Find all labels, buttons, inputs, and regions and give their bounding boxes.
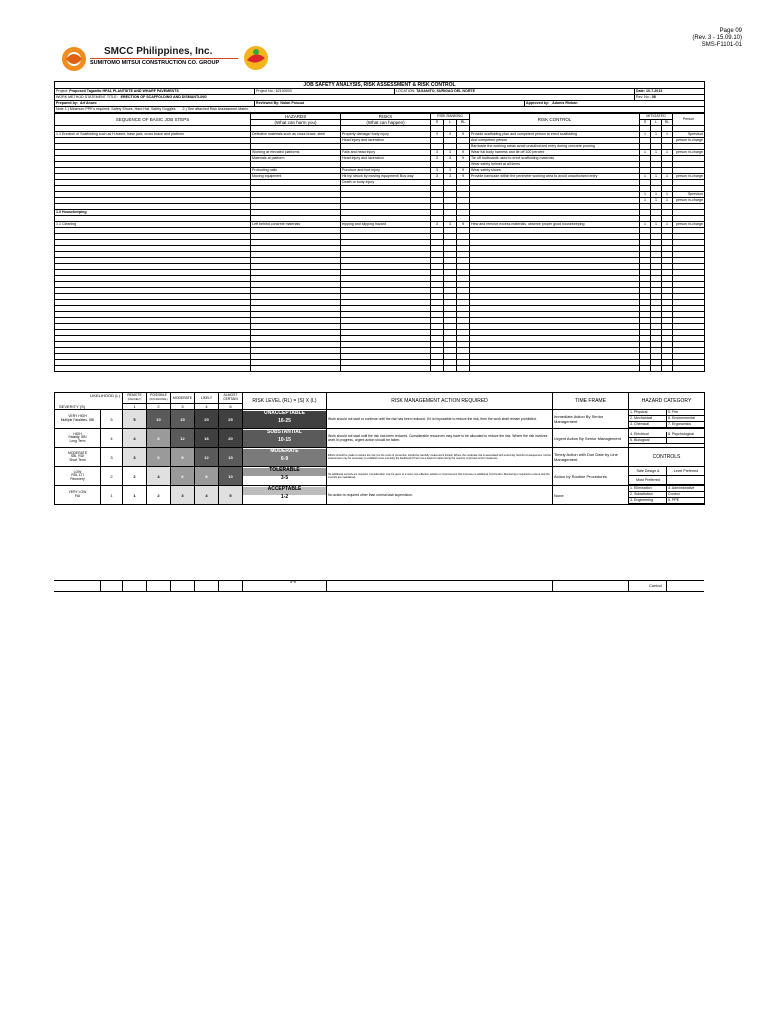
approved-label: Approved by: xyxy=(526,101,550,105)
hazard-category-cell xyxy=(629,448,705,467)
location-value: TAGANITO, SURIGAO DEL NORTE xyxy=(416,89,476,93)
cell-hazard: Protruding nails xyxy=(251,168,341,174)
action-text: No additional controls are required. Consideration may be given to a more cost-effective solution or improvement that imposes no additional cost burden. Monitoring is required to ensure that the controls are maintained. xyxy=(327,467,553,486)
controls-item: Most Preferred xyxy=(629,476,667,484)
severity-label-cell xyxy=(55,467,101,486)
cell-control: Barricade the working areas avoid unauthorized entry during concrete pouring xyxy=(470,144,640,150)
smcc-logo-icon xyxy=(60,45,88,73)
prepared-value: Arf Anuro xyxy=(79,101,97,105)
cell-person: person in-charge xyxy=(673,150,705,156)
risk-band-range: 16-25 xyxy=(243,419,326,428)
cell-l: 3 xyxy=(444,168,457,174)
time-frame: Urgent Action By Senior Management xyxy=(553,429,629,448)
cell-ms: 1 xyxy=(640,132,651,138)
matrix-row xyxy=(55,467,705,486)
jsa-form xyxy=(54,81,704,372)
cell-risk: tripping and slipping hazard xyxy=(341,222,431,228)
matrix-cell: 2 xyxy=(147,486,171,505)
col-steps-header: SEQUENCE OF BASIC JOB STEPS xyxy=(55,114,251,126)
risk-matrix xyxy=(54,392,704,505)
risk-band-label: ACCEPTABLE xyxy=(243,487,326,495)
cell-ml: 1 xyxy=(651,174,662,180)
severity-label-cell xyxy=(55,486,101,505)
cell-hazard: Left behind concrete materials xyxy=(251,222,341,228)
controls-item: Level Preferred xyxy=(673,469,699,473)
col-person-header: Person xyxy=(673,114,705,126)
matrix-cell: 4 xyxy=(195,486,219,505)
severity-number: 3 xyxy=(101,448,123,467)
cell-mrl: 1 xyxy=(662,150,673,156)
wms-label: WORK METHOD STATEMENT TITLE: xyxy=(56,95,118,99)
page-info xyxy=(680,28,742,49)
col-mrl: RL xyxy=(662,120,673,126)
col-hazards-sub: (What can harm you) xyxy=(251,120,341,126)
project-value: Proposed Taganito HPAL PLANTSITE AND WHARF PAVEMENTS xyxy=(69,89,179,93)
jsa-table xyxy=(54,113,705,372)
severity-label-cell xyxy=(55,410,101,429)
cell-risk: Puncture and foot injury xyxy=(341,168,431,174)
controls-item: 5. PPE xyxy=(668,498,680,502)
matrix-cell: 12 xyxy=(195,448,219,467)
risk-band-label: UNACCEPTABLE xyxy=(243,411,326,419)
likelihood-n-3: 3 xyxy=(171,404,195,410)
risk-band xyxy=(243,448,327,467)
rev-value: 08 xyxy=(651,95,656,99)
footer-divider xyxy=(326,581,327,591)
cell-hazard: Working at elevated platforms xyxy=(251,150,341,156)
cell-risk: Falls and head injury xyxy=(341,150,431,156)
footer-divider xyxy=(170,581,171,591)
hazard-category-cell xyxy=(629,486,705,505)
cell-s: 3 xyxy=(431,132,444,138)
cell-hazard: Materials at platform xyxy=(251,156,341,162)
footer-divider xyxy=(100,581,101,591)
controls-header: CONTROLS xyxy=(652,454,681,460)
risk-band-label: MODERATE xyxy=(243,449,326,457)
col-l: L xyxy=(444,120,457,126)
cell-step xyxy=(55,366,251,372)
likelihood-col-4: LIKELY xyxy=(195,393,219,404)
hazard-category-item: 2. Mechanical xyxy=(629,416,667,421)
cell-l: 3 xyxy=(444,222,457,228)
cell-ms: 1 xyxy=(640,192,651,198)
cell-person: person in-charge xyxy=(673,222,705,228)
cell-person: person in-charge xyxy=(673,174,705,180)
hazard-category-cell xyxy=(629,429,705,448)
footer-divider xyxy=(218,581,219,591)
severity-text: MODERATE xyxy=(68,450,87,455)
cell-risk: Head injury and laceration xyxy=(341,156,431,162)
severity-number: 5 xyxy=(101,410,123,429)
hazard-category-item xyxy=(667,438,704,443)
hazard-category-item: 8. Psychological xyxy=(668,432,694,436)
prepared-label: Prepared by: xyxy=(56,101,78,105)
footer-divider xyxy=(194,581,195,591)
cell-step: 1.1 Erection of Scaffolding such as H-frame, base jack, cross brace and platform xyxy=(55,132,251,138)
date-value: 10-7-2013 xyxy=(646,89,663,93)
cell-control: Wear full body harness and tie off 100 percent xyxy=(470,150,640,156)
matrix-cell: 20 xyxy=(219,429,243,448)
cell-ms xyxy=(640,366,651,372)
time-header: TIME FRAME xyxy=(553,393,629,410)
col-risks-sub: (What can happen) xyxy=(341,120,431,126)
cell-control: Tie off toolboards used to erect scaffolding materials xyxy=(470,156,640,162)
cell-person: Sprevisor xyxy=(673,132,705,138)
col-control-header: RISK CONTROL xyxy=(470,114,640,126)
cell-ml: 1 xyxy=(651,150,662,156)
form-title: JOB SAFETY ANALYSIS, RISK ASSESSMENT & RISK CONTROL xyxy=(55,82,705,89)
cell-rl: 9 xyxy=(457,132,470,138)
hazard-category-line xyxy=(629,422,704,428)
severity-text: LOW xyxy=(73,469,82,474)
severity-text: Multiple Fatalities, SBI xyxy=(60,418,95,422)
cell-risk: Hit by/ struck by moving equipment/ Bus way xyxy=(341,174,431,180)
cell-l: 3 xyxy=(444,174,457,180)
severity-text: Recovery xyxy=(70,476,85,481)
cell-ml: 1 xyxy=(651,222,662,228)
cell-l: 3 xyxy=(444,156,457,162)
matrix-cell: 10 xyxy=(219,467,243,486)
severity-text: HIGH xyxy=(73,431,82,436)
reviewed-label: Reviewed By: xyxy=(256,101,280,105)
matrix-cell: 15 xyxy=(171,410,195,429)
cell-mrl xyxy=(662,366,673,372)
controls-line xyxy=(629,498,704,504)
footer-divider xyxy=(628,581,629,591)
matrix-cell: 25 xyxy=(219,410,243,429)
jsa-body xyxy=(55,126,705,372)
likelihood-n-1: 1 xyxy=(123,404,147,410)
note-2: 2.) See attached Risk Assessment Matrix xyxy=(182,107,249,111)
risk-band-range: 6-9 xyxy=(243,457,326,466)
hazard-category-item: 5. Biological xyxy=(629,438,667,443)
likelihood-label: LIKELIHOOD (L) xyxy=(89,393,120,398)
risk-band-label: SUBSTANTIAL xyxy=(243,430,326,438)
hazard-category-item: 5. Fire xyxy=(668,410,679,414)
likelihood-n-4: 4 xyxy=(195,404,219,410)
controls-line xyxy=(629,467,704,476)
action-header: RISK MANAGEMENT ACTION REQUIRED xyxy=(327,393,553,410)
cell-mrl: 1 xyxy=(662,132,673,138)
action-text: No action is required other than normal task supervision. xyxy=(327,486,553,505)
risk-band xyxy=(243,410,327,429)
cell-control: And competent person xyxy=(470,138,640,144)
footer-divider xyxy=(666,581,667,591)
col-hazards-header: HAZARDS xyxy=(251,114,341,120)
controls-line xyxy=(629,476,704,485)
hazard-category-line xyxy=(629,438,704,444)
severity-text: VERY LOW xyxy=(68,490,87,495)
risk-band-label: TOLERABLE xyxy=(243,468,326,476)
cell-risk xyxy=(341,366,431,372)
cell-rl: 9 xyxy=(457,150,470,156)
company-logo-left xyxy=(60,45,88,78)
cell-ml xyxy=(651,366,662,372)
time-frame: Immediate Action By Senior Management xyxy=(553,410,629,429)
severity-text: Long Term xyxy=(69,438,86,443)
severity-text: FAI xyxy=(74,494,81,498)
cell-step: 1.0 Housekeeping xyxy=(55,210,251,216)
matrix-cell: 15 xyxy=(219,448,243,467)
matrix-cell: 3 xyxy=(171,486,195,505)
company-name: SMCC Philippines, Inc. xyxy=(104,46,213,57)
cell-person xyxy=(673,366,705,372)
cell-ml: 1 xyxy=(651,198,662,204)
cell-hazard: Moving equipment xyxy=(251,174,341,180)
partner-logo-icon xyxy=(242,44,270,72)
severity-text: RDI, LTI xyxy=(71,473,84,478)
cell-person: person in-charge xyxy=(673,198,705,204)
location-label: LOCATION: xyxy=(396,89,416,93)
hazard-category-item: 1. Physical xyxy=(629,410,667,415)
hazard-category-item: 4. Electrical xyxy=(629,432,667,437)
matrix-row xyxy=(55,429,705,448)
controls-item: Control xyxy=(668,492,680,496)
company-group: SUMITOMO MITSUI CONSTRUCTION CO. GROUP xyxy=(90,60,220,66)
risk-band xyxy=(243,467,327,486)
severity-text: Short Term xyxy=(69,457,86,462)
action-text: Work should not start until the risk has been reduced. Considerable resources may have to be allocated to reduce the risk. Where the risk involves work in progress, urgent action should be taken. xyxy=(327,429,553,448)
severity-label: SEVERITY (S) xyxy=(59,404,86,409)
controls-item xyxy=(667,476,704,484)
likelihood-n-2: 2 xyxy=(147,404,171,410)
cell-s: 3 xyxy=(431,174,444,180)
risk-band-range: 3-5 xyxy=(243,476,326,485)
severity-text: VERY HIGH xyxy=(68,414,87,419)
cell-ms: 1 xyxy=(640,174,651,180)
matrix-row xyxy=(55,410,705,429)
cell-hazard: Defective materials such as cross brace, steel xyxy=(251,132,341,138)
hazard-category-item: 7. Ergonomics xyxy=(668,422,691,426)
cell-ml: 1 xyxy=(651,192,662,198)
cell-hazard xyxy=(251,366,341,372)
col-ranking-header: RISK RANKING xyxy=(431,114,470,120)
rev-label: Rev. No.: xyxy=(636,95,651,99)
cell-mrl: 1 xyxy=(662,174,673,180)
cell-mrl: 1 xyxy=(662,198,673,204)
likelihood-col-3: MODERATE xyxy=(171,393,195,404)
footer-divider xyxy=(242,581,243,591)
time-frame: Timely Action with Due Date by Line Management xyxy=(553,448,629,467)
cell-s: 3 xyxy=(431,150,444,156)
controls-item: 3. Engineering xyxy=(629,498,667,503)
cell-mrl: 1 xyxy=(662,222,673,228)
col-rl: RL xyxy=(457,120,470,126)
col-mitigated-header: MITIGATED xyxy=(640,114,673,120)
likelihood-col-5: ALMOST CERTAIN xyxy=(219,393,243,404)
cell-s xyxy=(431,366,444,372)
likelihood-n-5: 5 xyxy=(219,404,243,410)
cell-rl: 9 xyxy=(457,174,470,180)
cell-ms: 1 xyxy=(640,222,651,228)
date-label: Date: xyxy=(636,89,645,93)
cell-rl xyxy=(457,366,470,372)
wms-value: ERECTION OF SCAFFOLDING AND DISMANTLING xyxy=(120,95,207,99)
risk-band-range: 1-2 xyxy=(243,495,326,504)
controls-item: Safe Design & xyxy=(629,467,667,475)
cell-control: Wear safety shoes xyxy=(470,168,640,174)
hazard-category-cell xyxy=(629,467,705,486)
matrix-cell: 5 xyxy=(123,410,147,429)
severity-number: 1 xyxy=(101,486,123,505)
cell-l xyxy=(444,366,457,372)
footer-divider xyxy=(122,581,123,591)
matrix-cell: 1 xyxy=(123,486,147,505)
revision: (Rev. 3 - 15.09.10) xyxy=(692,35,742,41)
footer-divider xyxy=(552,581,553,591)
form-code: SMS-F1101-01 xyxy=(701,42,742,48)
severity-number: 2 xyxy=(101,467,123,486)
matrix-cell: 5 xyxy=(219,486,243,505)
action-text: Efforts should be made to reduce the risk, but the costs of prevention should be carefully measured & limited. Where the moderate risk is associated with extremely harmful consequences, further assessment may be necessary to establish more precisely the likelihood of harm as a basis for determining the need for improved control measures. xyxy=(327,448,553,467)
cell-control: Wear safety helmet at all times xyxy=(470,162,640,168)
footer-divider xyxy=(146,581,147,591)
footer-strip xyxy=(54,580,704,592)
cell-control: Provide scaffolding plan and competent person to erect scaffolding xyxy=(470,132,640,138)
matrix-cell: 6 xyxy=(171,467,195,486)
hazard-category-item: 3. Chemical xyxy=(629,422,667,427)
footer-control-label: Control xyxy=(649,583,662,588)
cell-s: 3 xyxy=(431,156,444,162)
cell-ml: 1 xyxy=(651,132,662,138)
time-frame: None xyxy=(553,486,629,505)
cell-s: 3 xyxy=(431,168,444,174)
time-frame: Action by Routine Procedures xyxy=(553,467,629,486)
controls-item: 4. Administrative xyxy=(668,486,695,490)
col-s: S xyxy=(431,120,444,126)
cell-mrl: 1 xyxy=(662,192,673,198)
risk-band xyxy=(243,429,327,448)
hazard-category-item: 6. Environmental xyxy=(668,416,695,420)
cell-control: Hew and remove excess materials, observe proper good housekeeping xyxy=(470,222,640,228)
footer-center-mark: 4*n xyxy=(290,579,297,584)
cell-step: 1.1 Cleaning xyxy=(55,222,251,228)
matrix-cell: 12 xyxy=(171,429,195,448)
hazard-category-header: HAZARD CATEGORY xyxy=(629,393,705,410)
matrix-cell: 8 xyxy=(147,429,171,448)
cell-l: 3 xyxy=(444,132,457,138)
col-ms: S xyxy=(640,120,651,126)
matrix-row xyxy=(55,448,705,467)
matrix-cell: 9 xyxy=(171,448,195,467)
cell-control xyxy=(470,366,640,372)
matrix-corner xyxy=(55,393,123,410)
cell-l: 3 xyxy=(444,150,457,156)
project-label: Project: xyxy=(56,89,69,93)
reviewed-value: Nolan Poscua xyxy=(280,101,305,105)
cell-s: 3 xyxy=(431,222,444,228)
matrix-cell: 20 xyxy=(195,410,219,429)
cell-person: person in-charge xyxy=(673,138,705,144)
severity-text: Fatality, SBI xyxy=(68,435,87,440)
likelihood-col-1: REMOTE (UNLIKELY) xyxy=(123,393,147,404)
matrix-cell: 6 xyxy=(147,448,171,467)
matrix-body xyxy=(55,410,705,505)
col-risks-header: RISKS xyxy=(341,114,431,120)
risk-level-header: RISK LEVEL (RL) = (S) X (L) xyxy=(243,393,327,410)
col-ml: L xyxy=(651,120,662,126)
project-no-label: Project No.: xyxy=(256,89,275,93)
project-no-value: 82100003 xyxy=(275,89,292,93)
logo-divider xyxy=(90,58,238,59)
cell-ms: 1 xyxy=(640,198,651,204)
cell-ms: 1 xyxy=(640,150,651,156)
risk-matrix-table xyxy=(54,392,705,505)
cell-rl: 9 xyxy=(457,222,470,228)
severity-label-cell xyxy=(55,448,101,467)
table-row xyxy=(55,366,705,372)
cell-risk: Property damage/ body injury xyxy=(341,132,431,138)
matrix-cell: 16 xyxy=(195,429,219,448)
matrix-cell: 10 xyxy=(147,410,171,429)
severity-number: 4 xyxy=(101,429,123,448)
matrix-row xyxy=(55,486,705,505)
controls-item: 1. Elimination xyxy=(629,486,667,491)
note-1: Note 1.) Minimum PPE's required: Safety Shoes, Hard Hat, Safety Goggles xyxy=(56,107,176,111)
matrix-cell: 2 xyxy=(123,467,147,486)
severity-text: SBI, RDI xyxy=(70,454,85,459)
matrix-cell: 4 xyxy=(147,467,171,486)
matrix-cell: 3 xyxy=(123,448,147,467)
risk-band-range: 10-15 xyxy=(243,438,326,447)
matrix-cell: 8 xyxy=(195,467,219,486)
cell-rl: 9 xyxy=(457,156,470,162)
hazard-category-cell xyxy=(629,410,705,429)
severity-label-cell xyxy=(55,429,101,448)
cell-control: Provide barricade within the perimeter working area to avoid unauthorized entry xyxy=(470,174,640,180)
approved-value: Adonis Rinban xyxy=(552,101,578,105)
cell-risk: Head injury and laceration xyxy=(341,138,431,144)
company-logo-right xyxy=(242,44,270,77)
page-number: Page 09 xyxy=(719,28,742,34)
risk-band xyxy=(243,486,327,505)
form-header-table xyxy=(54,81,705,113)
cell-rl: 9 xyxy=(457,168,470,174)
likelihood-col-2: POSSIBLE (OCCASIONAL) xyxy=(147,393,171,404)
matrix-cell: 4 xyxy=(123,429,147,448)
action-text: Work should not start or continue until the risk has been reduced. If it is impossible to reduce the risk, then the work shall remain prohibited. xyxy=(327,410,553,429)
cell-risk: Death or body injury xyxy=(341,180,431,186)
controls-item: 2. Substitution xyxy=(629,492,667,497)
cell-person: Sprevisor xyxy=(673,192,705,198)
